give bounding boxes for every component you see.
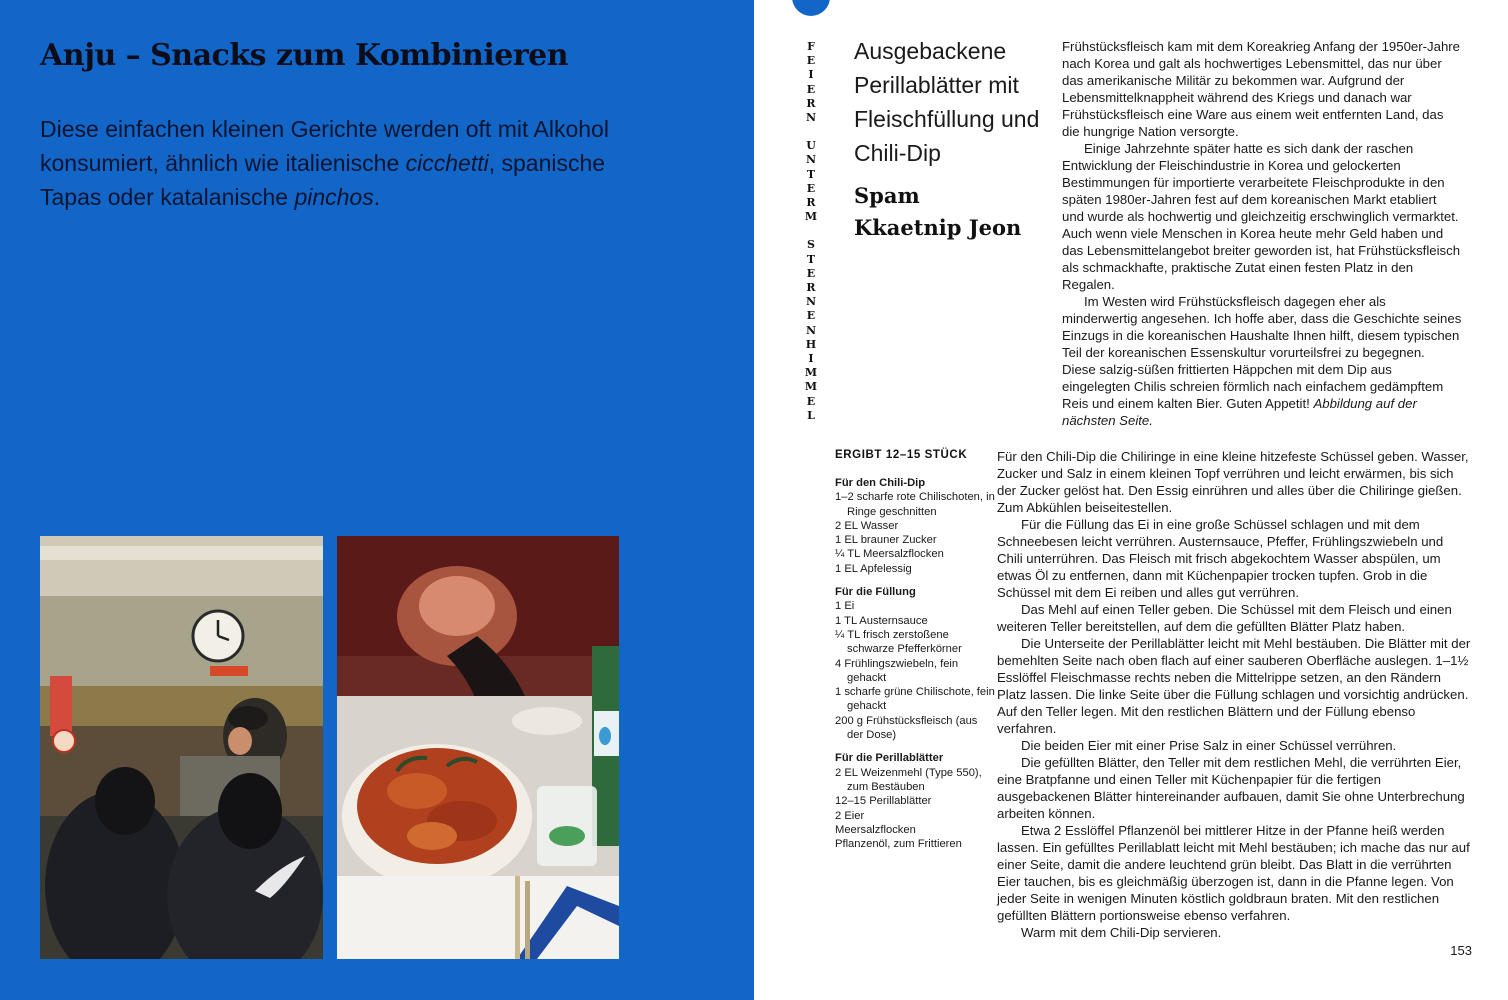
method-paragraph: Für den Chili-Dip die Chiliringe in eine kleine hitzefeste Schüssel geben. Wasser, Zucker und Salz in einem kleinen Topf verrühren und leicht erwärmen, bis sich der Zucker gelöst hat. Den Essig einrühren und alles über die Chiliringe gießen. Zum Abkühlen beiseitestellen.	[997, 449, 1469, 515]
method-paragraph: Etwa 2 Esslöffel Pflanzenöl bei mittlerer Hitze in der Pfanne heiß werden lassen. Ein gefülltes Perillablatt leicht mit Mehl bestäuben; ich mache das nur auf einer Seite, damit die andere leuchtend grün bleibt. Das Blatt in die verrührten Eier tauchen, bis es gleichmäßig überzogen ist, dann in die Pfanne legen. Von jeder Seite in wenigen Minuten köstlich goldbraun braten. Mit den restlichen gefüllten Blättern portionsweise ebenso verfahren.	[997, 823, 1470, 923]
ingredient-group-heading: Für die Füllung	[835, 586, 916, 599]
chapter-vertical-label	[804, 40, 818, 423]
vertical-label-letter: L	[807, 408, 815, 422]
vertical-label-letter: N	[805, 153, 817, 167]
recipe-title-korean-line-2: Kkaetnip Jeon	[854, 215, 1022, 240]
ingredient-group	[835, 476, 995, 576]
method-paragraph: Für die Füllung das Ei in eine große Schüssel schlagen und mit dem Schneebesen leicht verrühren. Austernsauce, Pfeffer, Frühlingszwiebeln und Chili unterrühren. Das Fleisch mit frisch abgekochtem Wasser abspülen, um etwas Öl zu entfernen, dann mit Küchenpapier trocken tupfen. Grob in die Schüssel mit dem Ei reiben und alles gut verrühren.	[997, 517, 1444, 600]
method-paragraph: Das Mehl auf einen Teller geben. Die Schüssel mit dem Fleisch und einen weiteren Teller bereitstellen, auf dem die gefüllten Blätter Platz haben.	[997, 602, 1452, 634]
vertical-label-letter: S	[807, 238, 815, 252]
ingredient-item: ¼ TL frisch zerstoßene schwarze Pfefferkörner	[835, 628, 962, 656]
vertical-label-letter: M	[804, 210, 818, 224]
recipe-intro	[1062, 38, 1462, 429]
vertical-label-letter: R	[806, 196, 816, 210]
intro-last-text: Im Westen wird Frühstücksfleisch dagegen eher als minderwertig angesehen. Ich hoffe aber, dass die Geschichte seines Einzugs in die koreanischen Haushalte Ihnen hilft, diesem typischen Teil der koreanischen Essenskultur vorurteilsfrei zu begegnen. Diese salzig-süßen frittierten Häppchen mit dem Dip aus eingelegten Chilis schreien förmlich nach einfachem gedämpftem Reis und einem kalten Bier. Guten Appetit!	[1062, 294, 1462, 411]
method-paragraph: Warm mit dem Chili-Dip servieren.	[1021, 925, 1222, 940]
ingredient-item: 200 g Frühstücksfleisch (aus der Dose)	[835, 714, 978, 742]
vertical-label-letter: E	[806, 266, 816, 280]
vertical-label-gap	[804, 224, 818, 238]
ingredient-item: 12–15 Perillablätter	[835, 795, 932, 808]
recipe-title-korean	[854, 180, 1044, 244]
ingredient-item: ¼ TL Meersalzflocken	[835, 548, 944, 561]
recipe-method	[997, 448, 1472, 941]
method-paragraph: Die beiden Eier mit einer Prise Salz in einer Schüssel verrühren.	[1021, 738, 1397, 753]
ingredient-item: 2 EL Weizenmehl (Type 550), zum Bestäuben	[835, 766, 982, 793]
intro-last-italic: Abbildung auf der nächsten Seite.	[1062, 396, 1417, 428]
ingredient-item: 1 scharfe grüne Chilischote, fein gehackt	[835, 686, 995, 713]
vertical-label-letter: T	[806, 167, 816, 181]
ingredient-item: Meersalzflocken	[835, 823, 916, 836]
ingredient-item: 1 EL brauner Zucker	[835, 534, 937, 547]
vertical-label-letter: R	[806, 96, 816, 110]
intro-text-3: .	[373, 184, 381, 210]
vertical-label-letter: E	[806, 309, 816, 323]
right-page	[754, 0, 1508, 1000]
page-number: 153	[1450, 943, 1472, 958]
vertical-label-letter: M	[804, 380, 818, 394]
ingredient-group	[835, 585, 995, 742]
intro-text-1: Diese einfachen kleinen Gerichte werden oft mit Alkohol konsumiert, ähnlich wie italienische	[40, 116, 609, 176]
food-plate-photo	[337, 536, 619, 959]
intro-paragraph-last	[1062, 293, 1462, 429]
vertical-label-letter: U	[806, 139, 816, 153]
vertical-label-letter: H	[805, 337, 817, 351]
intro-text-2: , spanische Tapas oder katalanische	[40, 150, 606, 210]
ingredient-group-heading: Für die Perillablätter	[835, 752, 944, 765]
street-stall-photo	[40, 536, 323, 959]
vertical-label-letter: R	[806, 281, 816, 295]
section-intro	[40, 112, 620, 214]
vertical-label-letter: E	[806, 54, 816, 68]
vertical-label-letter: E	[806, 181, 816, 195]
recipe-title-german: Ausgebackene Perillablätter mit Fleischfüllung und Chili-Dip	[854, 38, 1040, 166]
vertical-label-letter: T	[806, 252, 816, 266]
method-paragraph: Die gefüllten Blätter, den Teller mit dem restlichen Mehl, die verrührten Eier, eine Bratpfanne und einen Teller mit Küchenpapier für die fertigen ausgebackenen Blätter hintereinander aufbauen, damit Sie ohne Unterbrechung arbeiten können.	[997, 755, 1465, 821]
vertical-label-letter: E	[806, 394, 816, 408]
ingredient-item: Pflanzenöl, zum Frittieren	[835, 838, 962, 851]
intro-italic-cicchetti: cicchetti	[405, 150, 489, 176]
intro-paragraph: Einige Jahrzehnte später hatte es sich dank der raschen Entwicklung der Fleischindustrie in Korea und gelockerten Bestimmungen für importierte verarbeitete Fleischprodukte in den späten 1980er-Jahren fest auf dem koreanischen Markt etabliert und wurde als hochwertig und gleichzeitig erschwinglich vermarktet. Auch wenn viele Menschen in Korea heute mehr Geld haben und das Lebensmittelangebot breiter geworden ist, hat Frühstücksfleisch als schmackhafte, praktische Zutat einen festen Platz in den Regalen.	[1062, 141, 1461, 292]
vertical-label-letter: N	[805, 111, 817, 125]
vertical-label-letter: I	[808, 352, 814, 366]
intro-paragraph: Frühstücksfleisch kam mit dem Koreakrieg Anfang der 1950er-Jahre nach Korea und galt als hochwertiges Lebensmittel, das nur über das amerikanische Militär zu bekommen war. Aufgrund der Lebensmittelknappheit während des Kriegs und danach war Frühstücksfleisch eine Ware aus einem weit entfernten Land, das die hungrige Nation versorgte.	[1062, 39, 1461, 139]
intro-italic-pinchos: pinchos	[294, 184, 374, 210]
vertical-label-letter: N	[805, 295, 817, 309]
ingredient-item: 1 Ei	[835, 600, 855, 613]
vertical-label-gap	[804, 125, 818, 139]
method-paragraph: Die Unterseite der Perillablätter leicht mit Mehl bestäuben. Die Blätter mit der bemehlten Seite nach oben flach auf einer sauberen Oberfläche auslegen. 1–1½ Esslöffel Fleischmasse rechts neben die Mittelrippe setzen, an den Rändern Platz lassen. Die linke Seite über die Füllung schlagen und vorsichtig andrücken. Auf den Teller legen. Mit den restlichen Blättern und der Füllung ebenso verfahren.	[997, 636, 1471, 736]
section-title: Anju – Snacks zum Kombinieren	[40, 38, 569, 73]
ingredient-item: 1–2 scharfe rote Chilischoten, in Ringe geschnitten	[835, 491, 995, 518]
ingredients-list	[835, 476, 995, 851]
ingredient-group	[835, 751, 995, 851]
ingredient-group-heading: Für den Chili-Dip	[835, 477, 926, 489]
ingredient-item: 4 Frühlingszwiebeln, fein gehackt	[835, 657, 959, 684]
recipe-title-korean-line-1: Spam	[854, 183, 920, 208]
ingredient-item: 1 EL Apfelessig	[835, 562, 912, 575]
vertical-label-letter: I	[808, 68, 814, 82]
recipe-yield: ERGIBT 12–15 STÜCK	[835, 449, 968, 461]
vertical-label-letter: E	[806, 82, 816, 96]
ingredient-item: 1 TL Austernsauce	[835, 614, 928, 627]
blue-corner-dot	[792, 0, 830, 16]
ingredient-item: 2 Eier	[835, 809, 865, 822]
vertical-label-letter: N	[805, 323, 817, 337]
ingredient-item: 2 EL Wasser	[835, 519, 899, 532]
vertical-label-letter: F	[807, 40, 815, 53]
vertical-label-letter: M	[804, 366, 818, 380]
